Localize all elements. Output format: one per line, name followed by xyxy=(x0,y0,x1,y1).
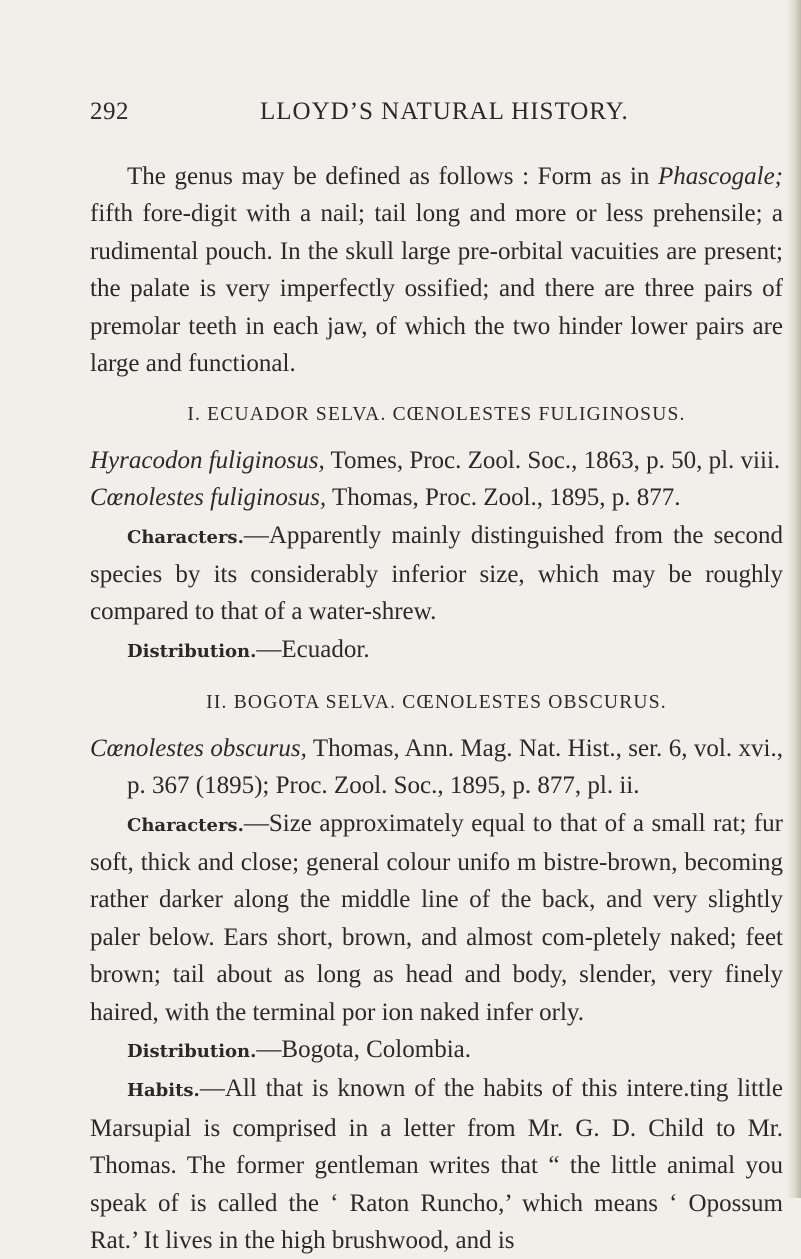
running-title: LLOYD’S NATURAL HISTORY. xyxy=(260,98,629,125)
synonym-1a: Hyracodon fuliginosus, Tomes, Proc. Zool. Soc., 1863, p. 50, pl. viii. xyxy=(90,446,781,474)
synonym-1b: Cœnolestes fuliginosus, Thomas, Proc. Zool., 1895, p. 877. xyxy=(90,484,681,512)
page-body xyxy=(90,158,783,1259)
page-header xyxy=(90,98,780,138)
distribution-paragraph-1: Distribution.—Ecuador. xyxy=(127,635,370,663)
genus-definition-paragraph: The genus may be defined as follows : Form as in Phascogale; fifth fore-digit with a nail; tail long and more or less prehensile; a rudimental pouch. In the skull large pre-orbital vacuities are present; the palate is very imperfectly ossified; and there are three pairs of premolar teeth in each jaw, of which the two hinder lower pairs are large and functional. xyxy=(90,163,783,378)
characters-paragraph-1: Characters.—Apparently mainly distinguished from the second species by its considerably inferior size, which may be roughly compared to that of a water-shrew. xyxy=(90,521,783,626)
characters-label: Characters. xyxy=(127,814,244,836)
characters-label: Characters. xyxy=(127,526,244,548)
page-number: 292 xyxy=(90,98,129,125)
genus-reference: Phascogale; xyxy=(658,163,783,190)
species-heading-1: I. ECUADOR SELVA. CŒNOLESTES FULIGINOSUS. xyxy=(187,404,686,426)
distribution-paragraph-2: Distribution.—Bogota, Colombia. xyxy=(127,1035,471,1063)
habits-label: Habits. xyxy=(127,1080,200,1102)
distribution-label: Distribution. xyxy=(127,640,257,662)
habits-paragraph: Habits.—All that is known of the habits of this intere.ting little Marsupial is comprised in a letter from Mr. G. D. Child to Mr. Thomas. The former gentleman writes that “ the little animal you speak of is called the ‘ Raton Runcho,’ which means ‘ Opossum Rat.’ It lives in the high brushwood, and is xyxy=(90,1075,783,1254)
species-heading-2: II. BOGOTA SELVA. CŒNOLESTES OBSCURUS. xyxy=(206,692,667,714)
distribution-label: Distribution. xyxy=(127,1040,257,1062)
page-edge-shadow xyxy=(787,0,801,1198)
synonym-2a: Cœnolestes obscurus, Thomas, Ann. Mag. Nat. Hist., ser. 6, vol. xvi., p. 367 (1895); Proc. Zool. Soc., 1895, p. 877, pl. ii. xyxy=(90,734,783,800)
characters-paragraph-2: Characters.—Size approximately equal to that of a small rat; fur soft, thick and close; general colour unifo m bistre-brown, becoming rather darker along the middle line of the back, and very slightly paler below. Ears short, brown, and almost com-pletely naked; feet brown; tail about as long as head and body, slender, very finely haired, with the terminal por ion naked infer orly. xyxy=(90,809,783,1026)
